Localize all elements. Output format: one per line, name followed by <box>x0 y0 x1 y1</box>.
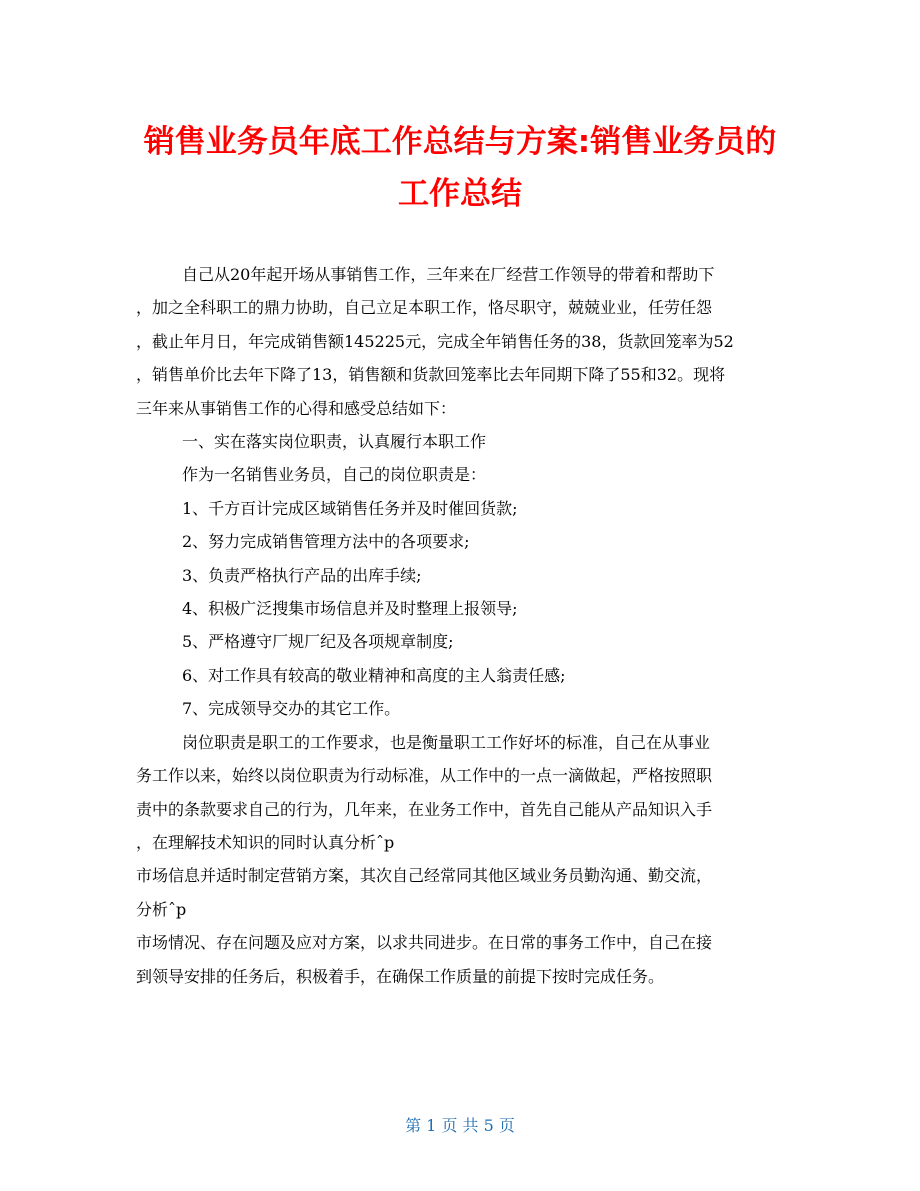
duty-item-5: 5、严格遵守厂规厂纪及各项规章制度; <box>182 632 454 652</box>
body-paragraph-3: 市场情况、存在问题及应对方案，以求共同进步。在日常的事务工作中，自己在接 到领导安排的任务后，积极着手，在确保工作质量的前提下按时完成任务。 <box>136 933 713 986</box>
page-number-footer: 第 1 页 共 5 页 <box>405 1116 515 1135</box>
section-heading: 一、实在落实岗位职责，认真履行本职工作 <box>182 432 487 452</box>
duty-item-7: 7、完成领导交办的其它工作。 <box>182 699 401 719</box>
document-title: 销售业务员年底工作总结与方案:销售业务员的 工作总结 <box>143 124 777 212</box>
duty-lead: 作为一名销售业务员，自己的岗位职责是： <box>182 465 487 485</box>
duty-item-4: 4、积极广泛搜集市场信息并及时整理上报领导; <box>182 599 518 619</box>
duty-item-1: 1、千方百计完成区域销售任务并及时催回货款; <box>182 498 518 518</box>
duty-item-3: 3、负责严格执行产品的出库手续; <box>182 565 422 585</box>
duty-item-6: 6、对工作具有较高的敬业精神和高度的主人翁责任感; <box>182 665 566 685</box>
intro-paragraph: 自己从20年起开场从事销售工作，三年来在厂经营工作领导的带着和帮助下 ，加之全科职工的鼎力协助，自己立足本职工作，恪尽职守，兢兢业业，任劳任怨 ，截止年月日，年完成销售额145225元，完成全年销售任务的38，货款回笼率为52 ，销售单价比去年下降了13，销售额和货款回笼率比去年同期下降了55和32。现将 三年来从事销售工作的心得和感受总结如下： <box>136 265 734 418</box>
duty-item-2: 2、努力完成销售管理方法中的各项要求; <box>182 532 470 552</box>
body-paragraph-1: 岗位职责是职工的工作要求，也是衡量职工工作好坏的标准，自己在从事业 务工作以来，始终以岗位职责为行动标准，从工作中的一点一滴做起，严格按照职 责中的条款要求自己的行为，几年来，在业务工作中，首先自己能从产品知识入手 ，在理解技术知识的同时认真分析ˆp <box>136 732 713 852</box>
document-body <box>136 258 786 993</box>
body-paragraph-2: 市场信息并适时制定营销方案，其次自己经常同其他区域业务员勤沟通、勤交流， 分析ˆp <box>136 866 713 919</box>
